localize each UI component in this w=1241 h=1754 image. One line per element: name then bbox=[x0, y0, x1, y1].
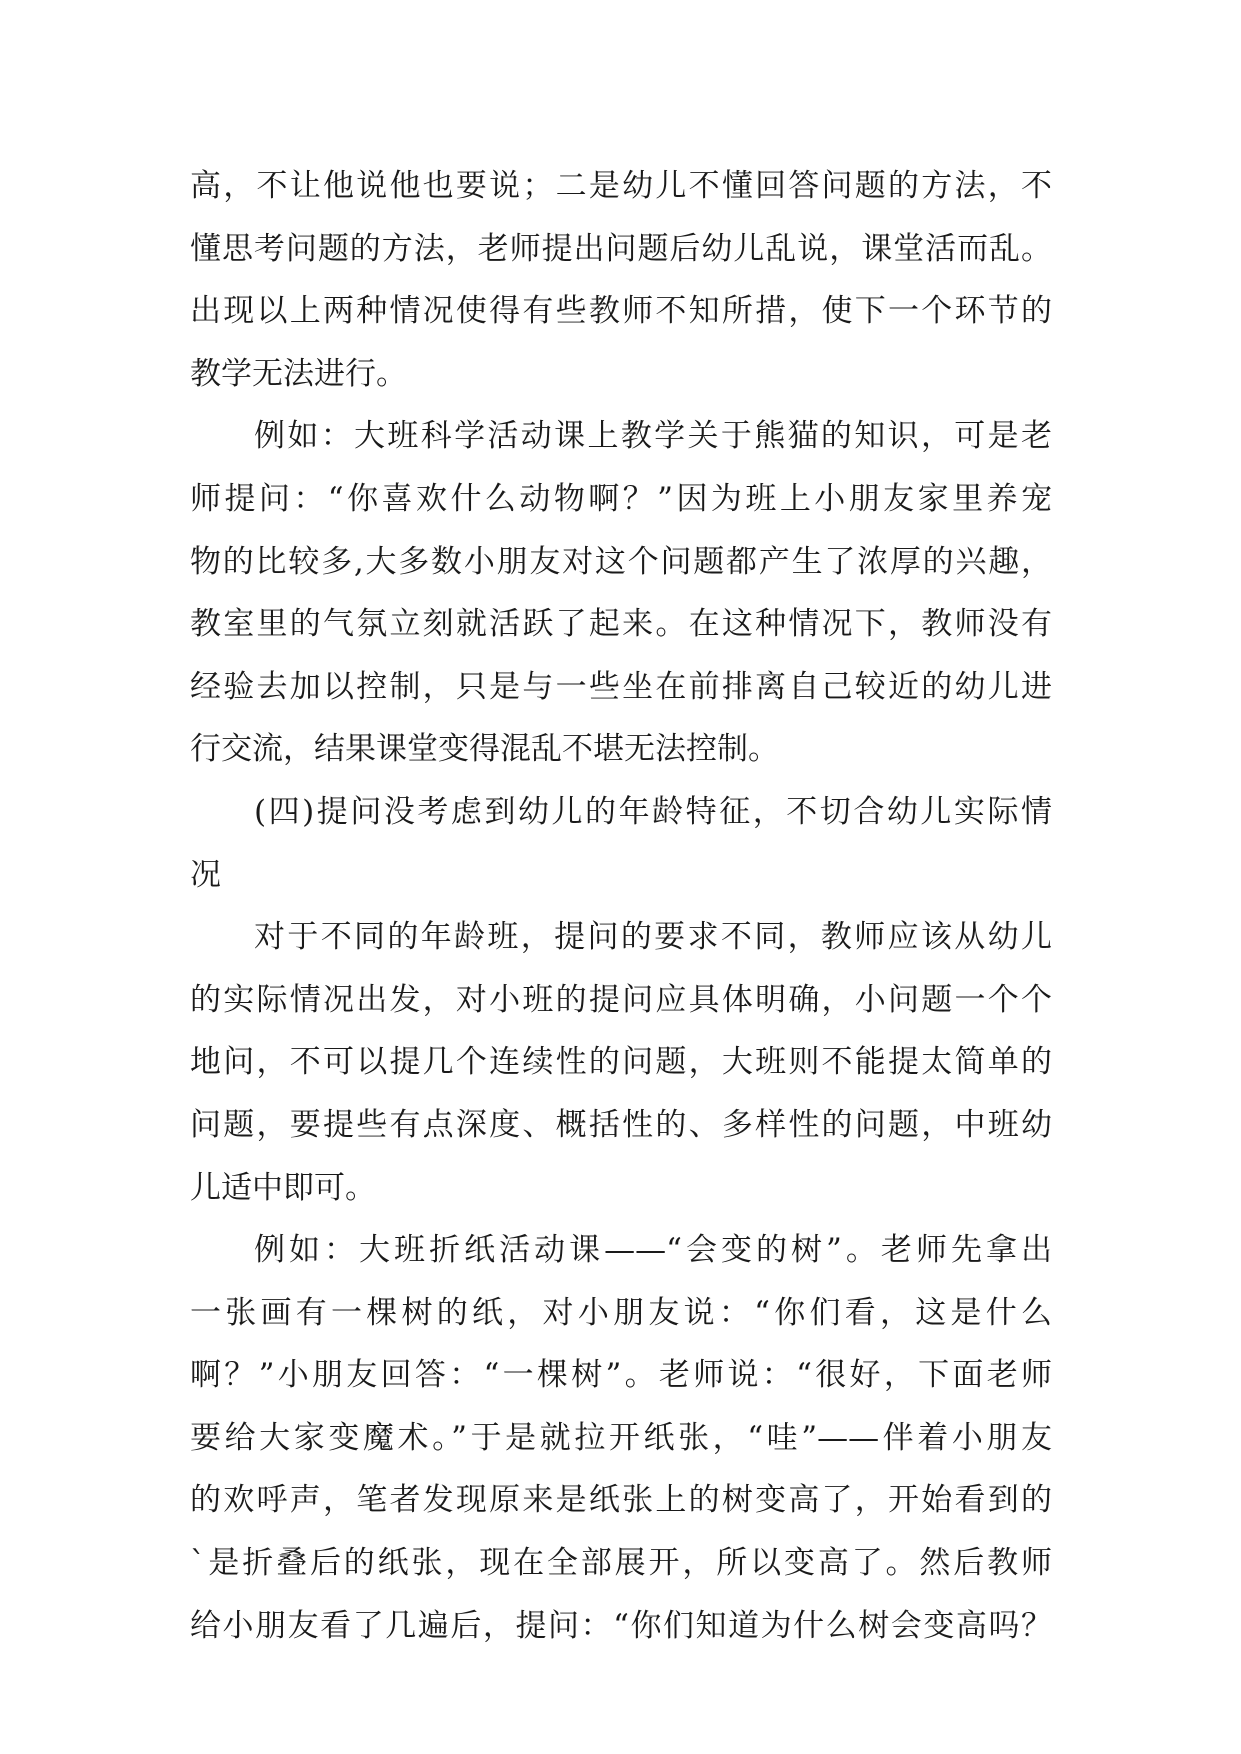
text-line: 高，不让他说他也要说；二是幼儿不懂回答问题的方法，不 bbox=[190, 168, 1052, 204]
text-line: 教学无法进行。 bbox=[190, 355, 407, 392]
text-line: 物的比较多,大多数小朋友对这个问题都产生了浓厚的兴趣， bbox=[190, 543, 1052, 580]
text-line: 行交流，结果课堂变得混乱不堪无法控制。 bbox=[190, 731, 779, 768]
text-line: 给小朋友看了几遍后，提问：“你们知道为什么树会变高吗？ bbox=[190, 1607, 1052, 1644]
text-line: 的实际情况出发，对小班的提问应具体明确，小问题一个个 bbox=[190, 981, 1052, 1018]
text-line: 例如：大班折纸活动课——“会变的树”。老师先拿出 bbox=[254, 1232, 1052, 1269]
text-line: 对于不同的年龄班，提问的要求不同，教师应该从幼儿 bbox=[254, 919, 1052, 956]
document-body bbox=[190, 155, 1052, 1657]
text-line: 例如：大班科学活动课上教学关于熊猫的知识，可是老 bbox=[254, 418, 1052, 455]
text-line: 懂思考问题的方法，老师提出问题后幼儿乱说，课堂活而乱。 bbox=[190, 230, 1052, 267]
text-line: 出现以上两种情况使得有些教师不知所措，使下一个环节的 bbox=[190, 293, 1052, 330]
text-line: 一张画有一棵树的纸，对小朋友说：“你们看，这是什么 bbox=[190, 1294, 1052, 1331]
text-line: 啊？”小朋友回答：“一棵树”。老师说：“很好，下面老师 bbox=[190, 1357, 1052, 1394]
text-line: 况 bbox=[190, 856, 221, 893]
text-line: 教室里的气氛立刻就活跃了起来。在这种情况下，教师没有 bbox=[190, 606, 1052, 643]
text-line: 地问，不可以提几个连续性的问题，大班则不能提太简单的 bbox=[190, 1044, 1052, 1081]
text-line: `是折叠后的纸张，现在全部展开，所以变高了。然后教师 bbox=[190, 1545, 1052, 1582]
text-line: 经验去加以控制，只是与一些坐在前排离自己较近的幼儿进 bbox=[190, 668, 1052, 705]
text-line: 要给大家变魔术。”于是就拉开纸张，“哇”——伴着小朋友 bbox=[190, 1419, 1052, 1456]
text-line: (四)提问没考虑到幼儿的年龄特征，不切合幼儿实际情 bbox=[254, 793, 1052, 830]
text-line: 的欢呼声，笔者发现原来是纸张上的树变高了，开始看到的 bbox=[190, 1482, 1052, 1519]
text-line: 儿适中即可。 bbox=[190, 1169, 376, 1206]
text-line: 问题，要提些有点深度、概括性的、多样性的问题，中班幼 bbox=[190, 1106, 1052, 1143]
text-line: 师提问：“你喜欢什么动物啊？”因为班上小朋友家里养宠 bbox=[190, 480, 1052, 517]
